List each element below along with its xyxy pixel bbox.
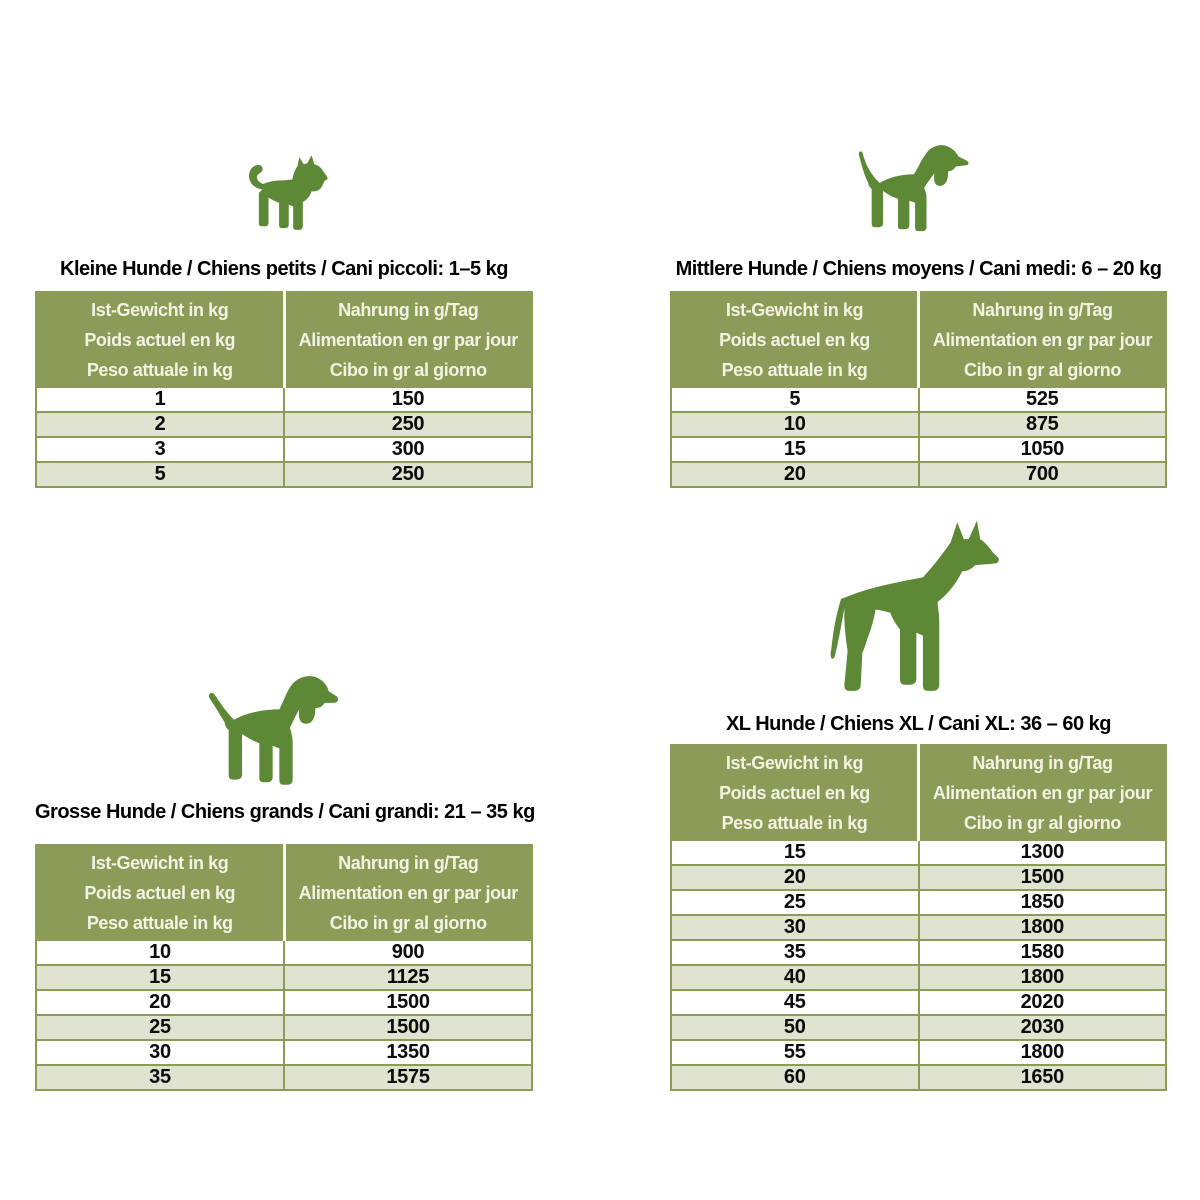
weight-column-header bbox=[671, 745, 919, 840]
weight-cell: 35 bbox=[671, 940, 919, 965]
table-row bbox=[671, 437, 1166, 462]
xl-dog-great-dane-icon bbox=[828, 513, 1008, 697]
weight-cell: 10 bbox=[671, 412, 919, 437]
table-row bbox=[671, 990, 1166, 1015]
food-cell: 1580 bbox=[919, 940, 1167, 965]
food-cell: 1500 bbox=[919, 865, 1167, 890]
header-row bbox=[671, 292, 1166, 387]
header-line: Alimentation en gr par jour bbox=[298, 883, 518, 903]
weight-cell: 30 bbox=[671, 915, 919, 940]
food-column-header bbox=[284, 292, 532, 387]
food-cell: 2020 bbox=[919, 990, 1167, 1015]
food-cell: 1850 bbox=[919, 890, 1167, 915]
table-body bbox=[671, 840, 1166, 1090]
food-column-header bbox=[284, 845, 532, 940]
header-line: Peso attuale in kg bbox=[86, 360, 233, 380]
food-cell: 525 bbox=[919, 387, 1167, 412]
weight-cell: 20 bbox=[671, 865, 919, 890]
table-body bbox=[36, 940, 532, 1090]
food-cell: 1350 bbox=[284, 1040, 532, 1065]
header-line: Alimentation en gr par jour bbox=[932, 783, 1153, 803]
table-row bbox=[671, 462, 1166, 487]
food-cell: 1800 bbox=[919, 915, 1167, 940]
table-row bbox=[671, 1065, 1166, 1090]
feeding-table-xl bbox=[670, 744, 1167, 1091]
food-column-header bbox=[919, 292, 1167, 387]
section-title-medium: Mittlere Hunde / Chiens moyens / Cani medi: 6 – 20 kg bbox=[675, 258, 1162, 280]
header-line: Cibo in gr al giorno bbox=[329, 360, 487, 380]
weight-cell: 50 bbox=[671, 1015, 919, 1040]
table-row bbox=[36, 1040, 532, 1065]
table-row bbox=[36, 1015, 532, 1040]
weight-column-header bbox=[36, 845, 284, 940]
large-dog-icon bbox=[202, 660, 362, 790]
medium-dog-beagle-icon bbox=[850, 132, 987, 240]
weight-cell: 45 bbox=[671, 990, 919, 1015]
section-title-large: Grosse Hunde / Chiens grands / Cani grandi: 21 – 35 kg bbox=[35, 801, 535, 823]
header-line: Cibo in gr al giorno bbox=[964, 360, 1121, 380]
table-row bbox=[671, 387, 1166, 412]
table-row bbox=[36, 965, 532, 990]
header-line: Poids actuel en kg bbox=[719, 330, 870, 350]
weight-cell: 40 bbox=[671, 965, 919, 990]
weight-cell: 20 bbox=[671, 462, 919, 487]
food-cell: 700 bbox=[919, 462, 1167, 487]
table-row bbox=[671, 1015, 1166, 1040]
header-line: Cibo in gr al giorno bbox=[329, 913, 487, 933]
weight-cell: 25 bbox=[671, 890, 919, 915]
section-title-xl: XL Hunde / Chiens XL / Cani XL: 36 – 60 kg bbox=[725, 713, 1112, 735]
food-cell: 1575 bbox=[284, 1065, 532, 1090]
header-line: Peso attuale in kg bbox=[86, 913, 233, 933]
food-cell: 2030 bbox=[919, 1015, 1167, 1040]
feeding-table-small bbox=[35, 291, 533, 488]
header-line: Ist-Gewicht in kg bbox=[725, 753, 864, 773]
table-body bbox=[671, 387, 1166, 487]
section-title-small: Kleine Hunde / Chiens petits / Cani piccoli: 1–5 kg bbox=[60, 258, 508, 280]
table-row bbox=[671, 940, 1166, 965]
table-row bbox=[671, 412, 1166, 437]
food-cell: 250 bbox=[284, 412, 532, 437]
weight-cell: 5 bbox=[671, 387, 919, 412]
food-cell: 250 bbox=[284, 462, 532, 487]
weight-cell: 35 bbox=[36, 1065, 284, 1090]
header-line: Alimentation en gr par jour bbox=[932, 330, 1153, 350]
weight-cell: 2 bbox=[36, 412, 284, 437]
table-row bbox=[36, 462, 532, 487]
header-line: Nahrung in g/Tag bbox=[972, 753, 1113, 773]
header-line: Poids actuel en kg bbox=[719, 783, 870, 803]
header-line: Ist-Gewicht in kg bbox=[91, 853, 229, 873]
weight-cell: 25 bbox=[36, 1015, 284, 1040]
food-cell: 875 bbox=[919, 412, 1167, 437]
feeding-table-large bbox=[35, 844, 533, 1091]
table-row bbox=[36, 437, 532, 462]
food-cell: 1800 bbox=[919, 1040, 1167, 1065]
food-cell: 150 bbox=[284, 387, 532, 412]
weight-cell: 5 bbox=[36, 462, 284, 487]
food-cell: 300 bbox=[284, 437, 532, 462]
header-row bbox=[671, 745, 1166, 840]
header-line: Peso attuale in kg bbox=[721, 813, 868, 833]
food-cell: 1800 bbox=[919, 965, 1167, 990]
table-row bbox=[671, 1040, 1166, 1065]
header-line: Alimentation en gr par jour bbox=[298, 330, 518, 350]
food-cell: 1125 bbox=[284, 965, 532, 990]
weight-cell: 10 bbox=[36, 940, 284, 965]
weight-cell: 15 bbox=[671, 840, 919, 865]
table-row bbox=[671, 840, 1166, 865]
weight-cell: 15 bbox=[671, 437, 919, 462]
table-row bbox=[36, 940, 532, 965]
weight-cell: 3 bbox=[36, 437, 284, 462]
weight-cell: 1 bbox=[36, 387, 284, 412]
weight-cell: 15 bbox=[36, 965, 284, 990]
header-row bbox=[36, 845, 532, 940]
header-line: Nahrung in g/Tag bbox=[338, 300, 479, 320]
weight-cell: 20 bbox=[36, 990, 284, 1015]
header-line: Peso attuale in kg bbox=[721, 360, 868, 380]
table-row bbox=[36, 387, 532, 412]
weight-cell: 60 bbox=[671, 1065, 919, 1090]
table-row bbox=[671, 890, 1166, 915]
weight-cell: 55 bbox=[671, 1040, 919, 1065]
table-row bbox=[671, 915, 1166, 940]
food-column-header bbox=[919, 745, 1167, 840]
header-line: Nahrung in g/Tag bbox=[338, 853, 479, 873]
food-cell: 1300 bbox=[919, 840, 1167, 865]
table-row bbox=[671, 965, 1166, 990]
header-row bbox=[36, 292, 532, 387]
header-line: Nahrung in g/Tag bbox=[972, 300, 1113, 320]
food-cell: 900 bbox=[284, 940, 532, 965]
food-cell: 1050 bbox=[919, 437, 1167, 462]
header-line: Ist-Gewicht in kg bbox=[91, 300, 229, 320]
feeding-table-medium bbox=[670, 291, 1167, 488]
food-cell: 1650 bbox=[919, 1065, 1167, 1090]
header-line: Poids actuel en kg bbox=[84, 883, 236, 903]
table-row bbox=[36, 1065, 532, 1090]
table-row bbox=[36, 990, 532, 1015]
header-line: Poids actuel en kg bbox=[84, 330, 236, 350]
table-row bbox=[36, 412, 532, 437]
weight-column-header bbox=[36, 292, 284, 387]
food-cell: 1500 bbox=[284, 990, 532, 1015]
table-body bbox=[36, 387, 532, 487]
weight-cell: 30 bbox=[36, 1040, 284, 1065]
header-line: Cibo in gr al giorno bbox=[964, 813, 1121, 833]
table-row bbox=[671, 865, 1166, 890]
header-line: Ist-Gewicht in kg bbox=[725, 300, 864, 320]
small-dog-terrier-icon bbox=[243, 148, 331, 238]
food-cell: 1500 bbox=[284, 1015, 532, 1040]
weight-column-header bbox=[671, 292, 919, 387]
